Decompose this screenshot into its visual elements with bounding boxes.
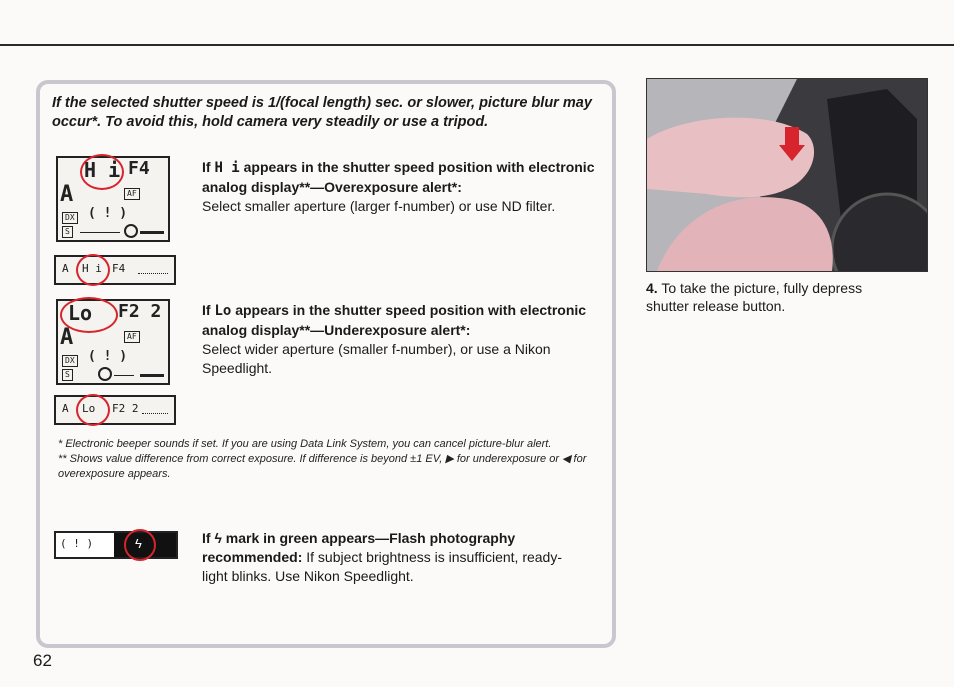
overexposure-heading: appears in the shutter speed position with electronic analog display**—Overexposure alert*: — [202, 159, 595, 195]
flash-bolt-icon: ϟ — [135, 536, 142, 551]
overexposure-lcd — [56, 156, 170, 242]
lcd-mode-text: A — [60, 325, 74, 350]
hand-camera-illustration — [647, 79, 927, 271]
flash-viewfinder-strip — [54, 531, 178, 559]
lcd-bar — [80, 232, 120, 233]
strip-aperture-text: F4 — [112, 262, 126, 275]
heading-prefix: If — [202, 302, 215, 318]
footnote-2: ** Shows value difference from correct exposure. If difference is beyond ±1 EV, ▶ for underexposure or ◀ for overexposure appears. — [58, 453, 587, 480]
step-text: To take the picture, fully depress shutter release button. — [646, 280, 863, 314]
analog-scale-icon — [142, 403, 168, 414]
flash-bracket-text: ( ! ) — [60, 537, 94, 550]
strip-mode-text: A — [62, 262, 69, 275]
flash-code: ϟ — [214, 530, 222, 546]
underexposure-body: Select wider aperture (smaller f-number), or use a Nikon Speedlight. — [202, 341, 551, 376]
strip-speed-text: Lo — [82, 402, 96, 415]
lcd-mode-text: A — [60, 182, 74, 207]
lcd-af-badge: AF — [124, 188, 140, 200]
analog-scale-icon — [138, 263, 168, 274]
page-number: 62 — [33, 651, 52, 670]
lcd-af-badge: AF — [124, 331, 140, 343]
lcd-aperture-text: F2 2 — [118, 301, 162, 322]
underexposure-viewfinder-strip — [54, 395, 176, 425]
lcd-dial-icon — [98, 367, 112, 381]
shutter-photo — [646, 78, 928, 272]
overexposure-code: H i — [214, 160, 240, 176]
flash-paragraph — [202, 529, 582, 586]
lcd-battery-icon — [140, 374, 164, 377]
lcd-aperture-text: F4 — [128, 158, 150, 179]
lcd-bracket-text: ( ! ) — [88, 206, 128, 221]
flash-body: If subject brightness is insufficient, ready-light blinks. Use Nikon Speedlight. — [202, 549, 563, 584]
strip-mode-text: A — [62, 402, 69, 415]
top-rule — [0, 44, 954, 46]
lcd-bracket-text: ( ! ) — [88, 349, 128, 364]
lcd-s-badge: S — [62, 226, 73, 238]
underexposure-paragraph — [202, 301, 597, 378]
strip-aperture-text: F2 2 — [112, 402, 139, 415]
lcd-s-badge: S — [62, 369, 73, 381]
lcd-dx-badge: DX — [62, 355, 78, 367]
lcd-battery-icon — [140, 231, 164, 234]
lcd-speed-text: H i — [84, 158, 121, 182]
underexposure-lcd — [56, 299, 170, 385]
lcd-bar — [114, 375, 134, 376]
strip-speed-text: H i — [82, 262, 102, 275]
overexposure-body: Select smaller aperture (larger f-number) or use ND filter. — [202, 198, 556, 214]
footnotes — [58, 437, 618, 482]
heading-prefix: If — [202, 530, 215, 546]
overexposure-viewfinder-strip — [54, 255, 176, 285]
lcd-speed-text: Lo — [68, 301, 93, 325]
overexposure-paragraph — [202, 158, 597, 216]
lcd-dial-icon — [124, 224, 138, 238]
heading-prefix: If — [202, 159, 215, 175]
step-number: 4. — [646, 280, 658, 296]
step-caption — [646, 279, 906, 315]
footnote-1: * Electronic beeper sounds if set. If you are using Data Link System, you can cancel picture-blur alert. — [58, 438, 552, 450]
underexposure-code: Lo — [214, 303, 232, 319]
flash-heading: mark in green appears—Flash photography recommended: — [202, 530, 516, 565]
lcd-dx-badge: DX — [62, 212, 78, 224]
intro-text: If the selected shutter speed is 1/(focal length) sec. or slower, picture blur may occur*. To avoid this, hold camera very steadily or use a tripod. — [52, 95, 592, 130]
underexposure-heading: appears in the shutter speed position with electronic analog display**—Underexposure alert*: — [202, 302, 587, 338]
